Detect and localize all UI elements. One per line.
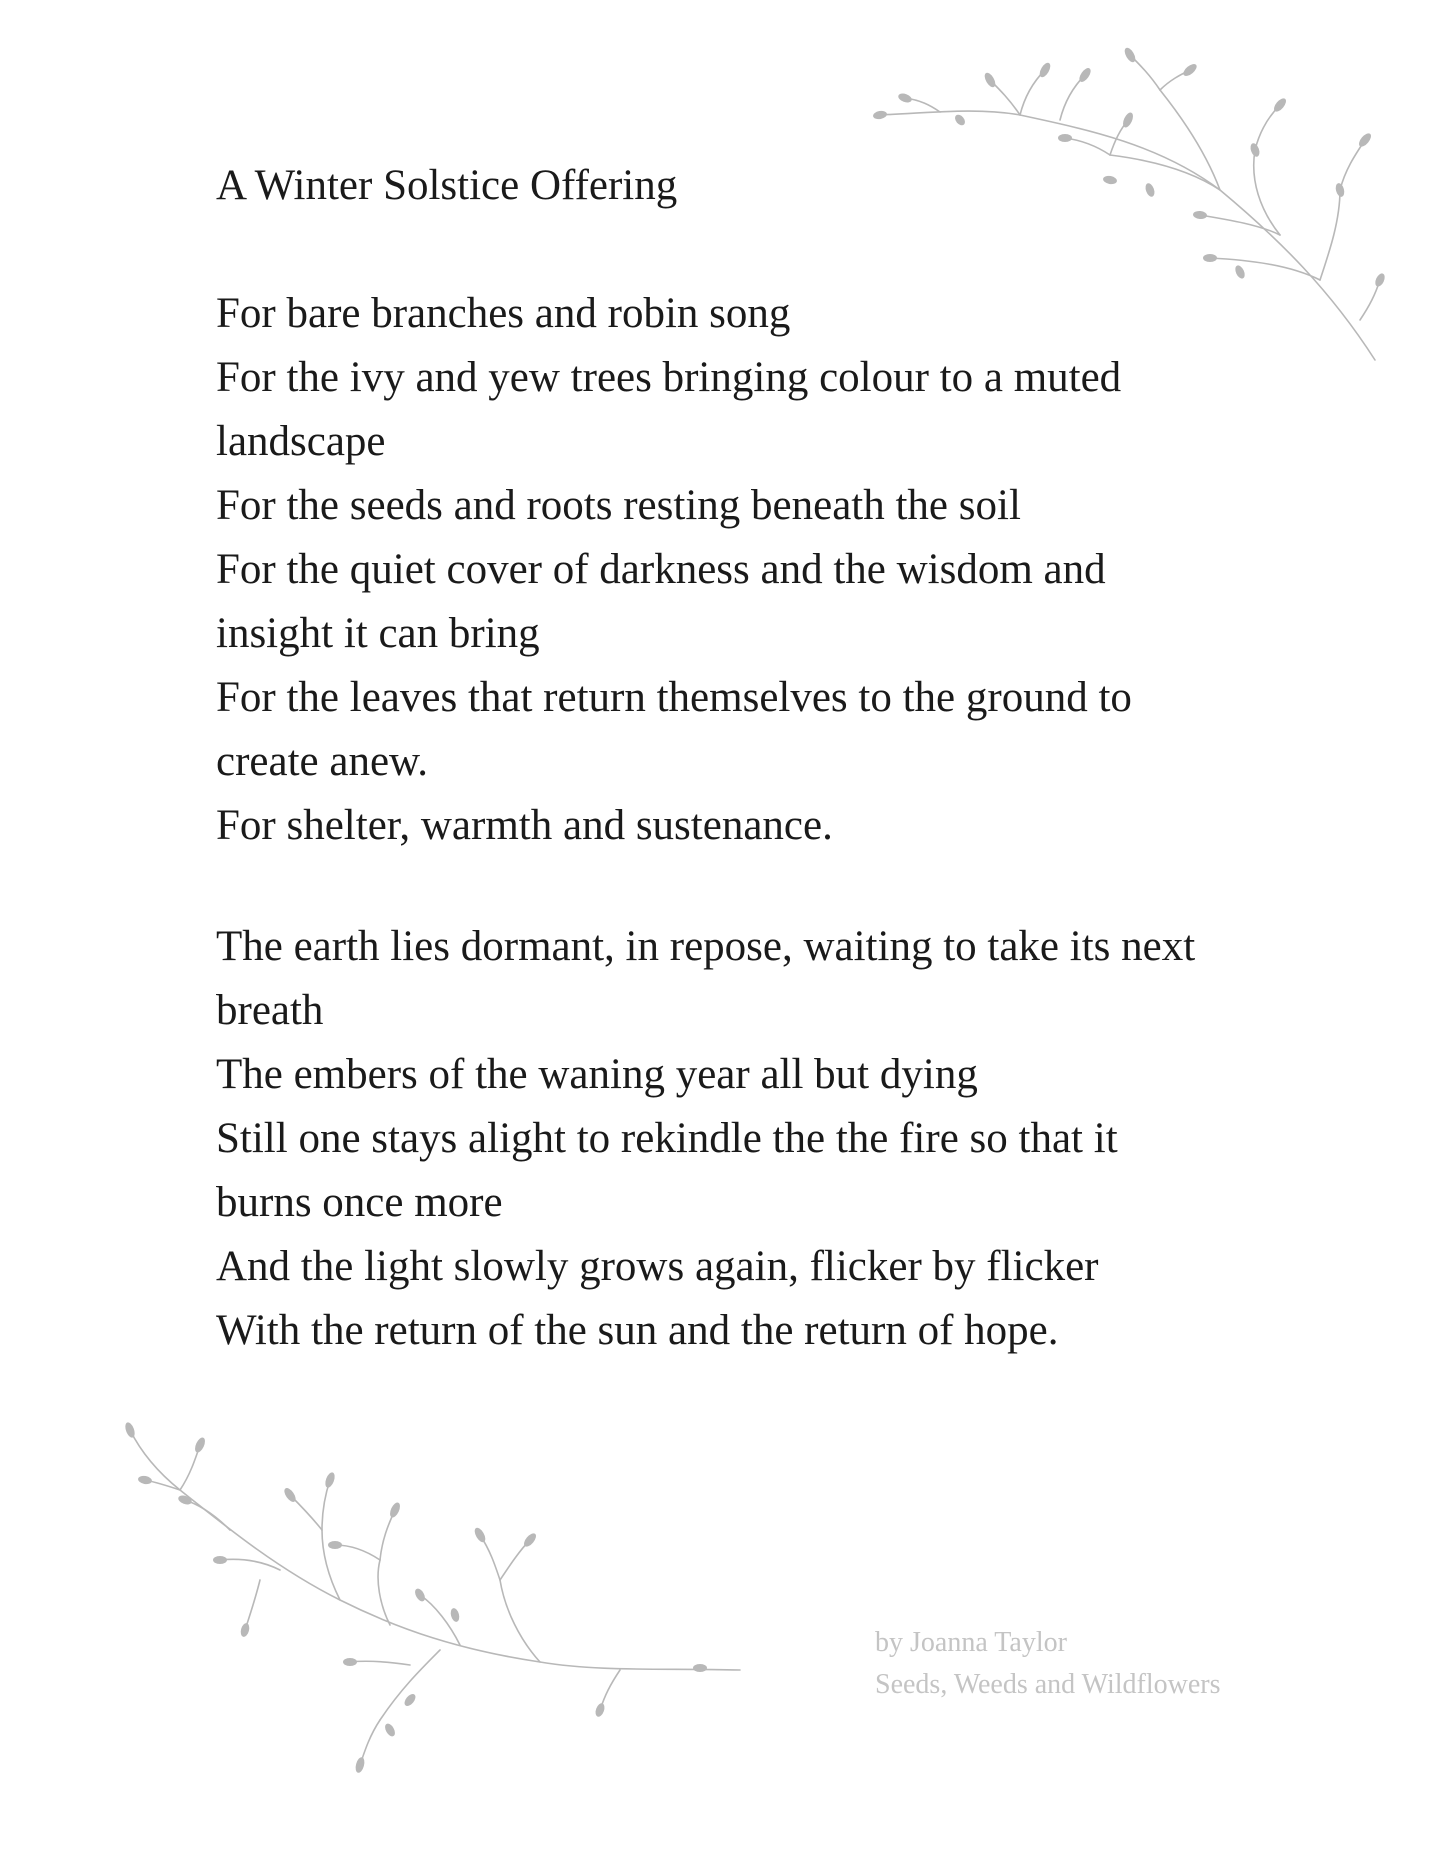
poem-line: And the light slowly grows again, flicker by flicker [216,1243,1099,1290]
poem-line: burns once more [216,1179,503,1226]
poem-line: landscape [216,418,386,465]
source-credit: Seeds, Weeds and Wildflowers [875,1669,1221,1700]
branch-bottom-drawing [60,1400,760,1780]
branch-illustration-bottom [60,1400,760,1780]
poem-line: The earth lies dormant, in repose, waiting to take its next [216,923,1196,970]
poem-line: For the quiet cover of darkness and the wisdom and [216,546,1106,593]
poem-line: The embers of the waning year all but dying [216,1051,978,1098]
poem-line: create anew. [216,738,429,785]
poem-line: For the leaves that return themselves to the ground to [216,674,1132,721]
poem-line: Still one stays alight to rekindle the the fire so that it [216,1115,1118,1162]
poem-line: insight it can bring [216,610,540,657]
author-credit: by Joanna Taylor [875,1627,1067,1658]
poem-line: For shelter, warmth and sustenance. [216,802,833,849]
credits [875,1622,1221,1706]
poem-line: For bare branches and robin song [216,290,791,337]
poem-line: breath [216,987,324,1034]
poem-line: For the seeds and roots resting beneath the soil [216,482,1021,529]
poem-line: With the return of the sun and the return of hope. [216,1307,1059,1354]
poem-line: For the ivy and yew trees bringing colour to a muted [216,354,1122,401]
stanza-1 [216,282,1132,858]
poem-title: A Winter Solstice Offering [216,162,678,209]
stanza-2 [216,915,1195,1363]
